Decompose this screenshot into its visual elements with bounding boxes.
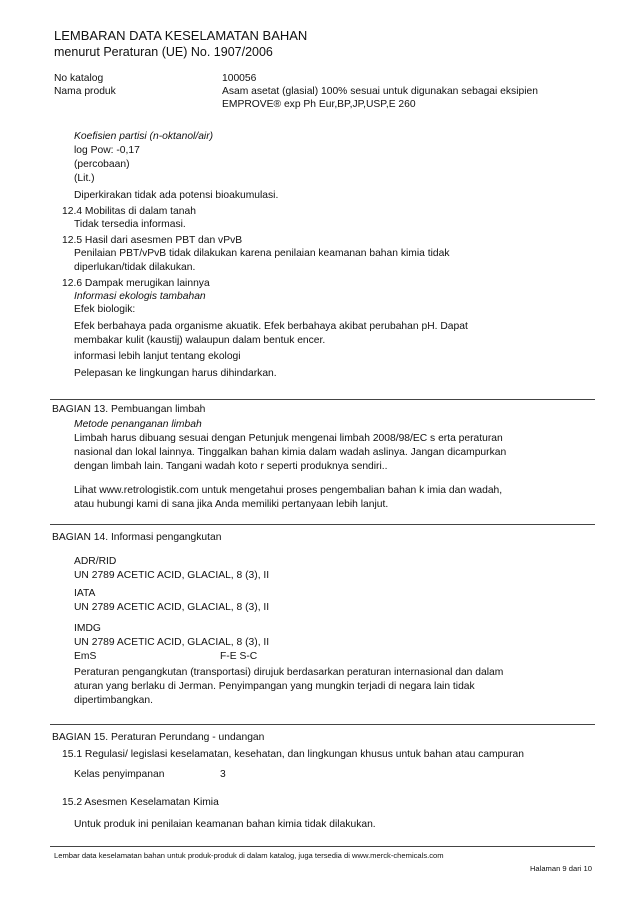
product-value-line1: Asam asetat (glasial) 100% sesuai untuk digunakan sebagai eksipien [222, 86, 538, 97]
document-subtitle: menurut Peraturan (UE) No. 1907/2006 [54, 45, 273, 59]
catalog-row [54, 72, 614, 85]
partition-heading: Koefisien partisi (n-oktanol/air) [74, 131, 214, 142]
footer-divider [50, 846, 595, 847]
imdg-label: IMDG [74, 623, 101, 634]
section-15-2-heading: 15.2 Asesmen Keselamatan Kimia [62, 797, 219, 808]
section-divider [50, 524, 595, 525]
section-15-1-heading: 15.1 Regulasi/ legislasi keselamatan, kesehatan, dan lingkungan khusus untuk bahan atau campuran [62, 749, 524, 760]
iata-label: IATA [74, 588, 96, 599]
footer-note: Lembar data keselamatan bahan untuk produk-produk di dalam katalog, juga tersedia di www.merck-chemicals.com [54, 851, 444, 860]
document-title: LEMBARAN DATA KESELAMATAN BAHAN [54, 28, 308, 43]
effects-line1: Efek berbahaya pada organisme akuatik. Efek berbahaya akibat perubahan pH. Dapat [74, 321, 468, 332]
iata-text: UN 2789 ACETIC ACID, GLACIAL, 8 (3), II [74, 602, 270, 613]
ems-value: F-E S-C [220, 651, 258, 662]
section-12-6-subheading: Informasi ekologis tambahan [74, 291, 206, 302]
product-row [54, 85, 614, 111]
literature-note: (Lit.) [74, 173, 95, 184]
storage-class-label: Kelas penyimpanan [74, 769, 165, 780]
biological-effect-label: Efek biologik: [74, 304, 136, 315]
catalog-label: No katalog [54, 73, 104, 84]
transport-note-line3: dipertimbangkan. [74, 695, 153, 706]
waste-line3: dengan limbah lain. Tangani wadah koto r seperti produknya sendiri.. [74, 461, 388, 472]
ems-label: EmS [74, 651, 97, 662]
section-12-4-text: Tidak tersedia informasi. [74, 219, 186, 230]
waste-line1: Limbah harus dibuang sesuai dengan Petunjuk mengenai limbah 2008/98/EC s erta peraturan [74, 433, 503, 444]
further-ecology-info: informasi lebih lanjut tentang ekologi [74, 351, 241, 362]
section-12-5-line2: diperlukan/tidak dilakukan. [74, 262, 196, 273]
section-14-heading: BAGIAN 14. Informasi pengangkutan [52, 532, 222, 543]
experimental-note: (percobaan) [74, 159, 130, 170]
section-15-heading: BAGIAN 15. Peraturan Perundang - undangan [52, 732, 265, 743]
section-12-5-line1: Penilaian PBT/vPvB tidak dilakukan karena penilaian keamanan bahan kimia tidak [74, 248, 450, 259]
effects-line2: membakar kulit (kaustij) walaupun dalam bentuk encer. [74, 335, 326, 346]
product-label: Nama produk [54, 86, 116, 97]
imdg-text: UN 2789 ACETIC ACID, GLACIAL, 8 (3), II [74, 637, 270, 648]
waste-line2: nasional dan lokal lainnya. Tinggalkan bahan kimia dalam wadah aslinya. Jangan dicampurkan [74, 447, 507, 458]
section-12-4-heading: 12.4 Mobilitas di dalam tanah [62, 206, 196, 217]
section-13-heading: BAGIAN 13. Pembuangan limbah [52, 404, 206, 415]
adr-label: ADR/RID [74, 556, 117, 567]
waste-line5: atau hubungi kami di sana jika Anda memiliki pertanyaan lebih lanjut. [74, 499, 389, 510]
waste-line4: Lihat www.retrologistik.com untuk mengetahui proses pengembalian bahan k imia dan wadah, [74, 485, 503, 496]
section-divider [50, 399, 595, 400]
catalog-value: 100056 [222, 73, 257, 84]
storage-class-value: 3 [220, 769, 226, 780]
section-12-5-heading: 12.5 Hasil dari asesmen PBT dan vPvB [62, 235, 243, 246]
product-value-line2: EMPROVE® exp Ph Eur,BP,JP,USP,E 260 [222, 99, 416, 110]
log-pow: log Pow: -0,17 [74, 145, 140, 156]
transport-note-line1: Peraturan pengangkutan (transportasi) dirujuk berdasarkan peraturan internasional dan dalam [74, 667, 504, 678]
section-12-6-heading: 12.6 Dampak merugikan lainnya [62, 278, 210, 289]
section-15-2-text: Untuk produk ini penilaian keamanan bahan kimia tidak dilakukan. [74, 819, 376, 830]
bioaccumulation-text: Diperkirakan tidak ada potensi bioakumulasi. [74, 190, 279, 201]
waste-method-heading: Metode penanganan limbah [74, 419, 202, 430]
transport-note-line2: aturan yang berlaku di Jerman. Penyimpangan yang mungkin terjadi di negara lain tidak [74, 681, 475, 692]
adr-text: UN 2789 ACETIC ACID, GLACIAL, 8 (3), II [74, 570, 270, 581]
page-number: Halaman 9 dari 10 [529, 864, 592, 873]
section-divider [50, 724, 595, 725]
release-warning: Pelepasan ke lingkungan harus dihindarkan. [74, 368, 277, 379]
